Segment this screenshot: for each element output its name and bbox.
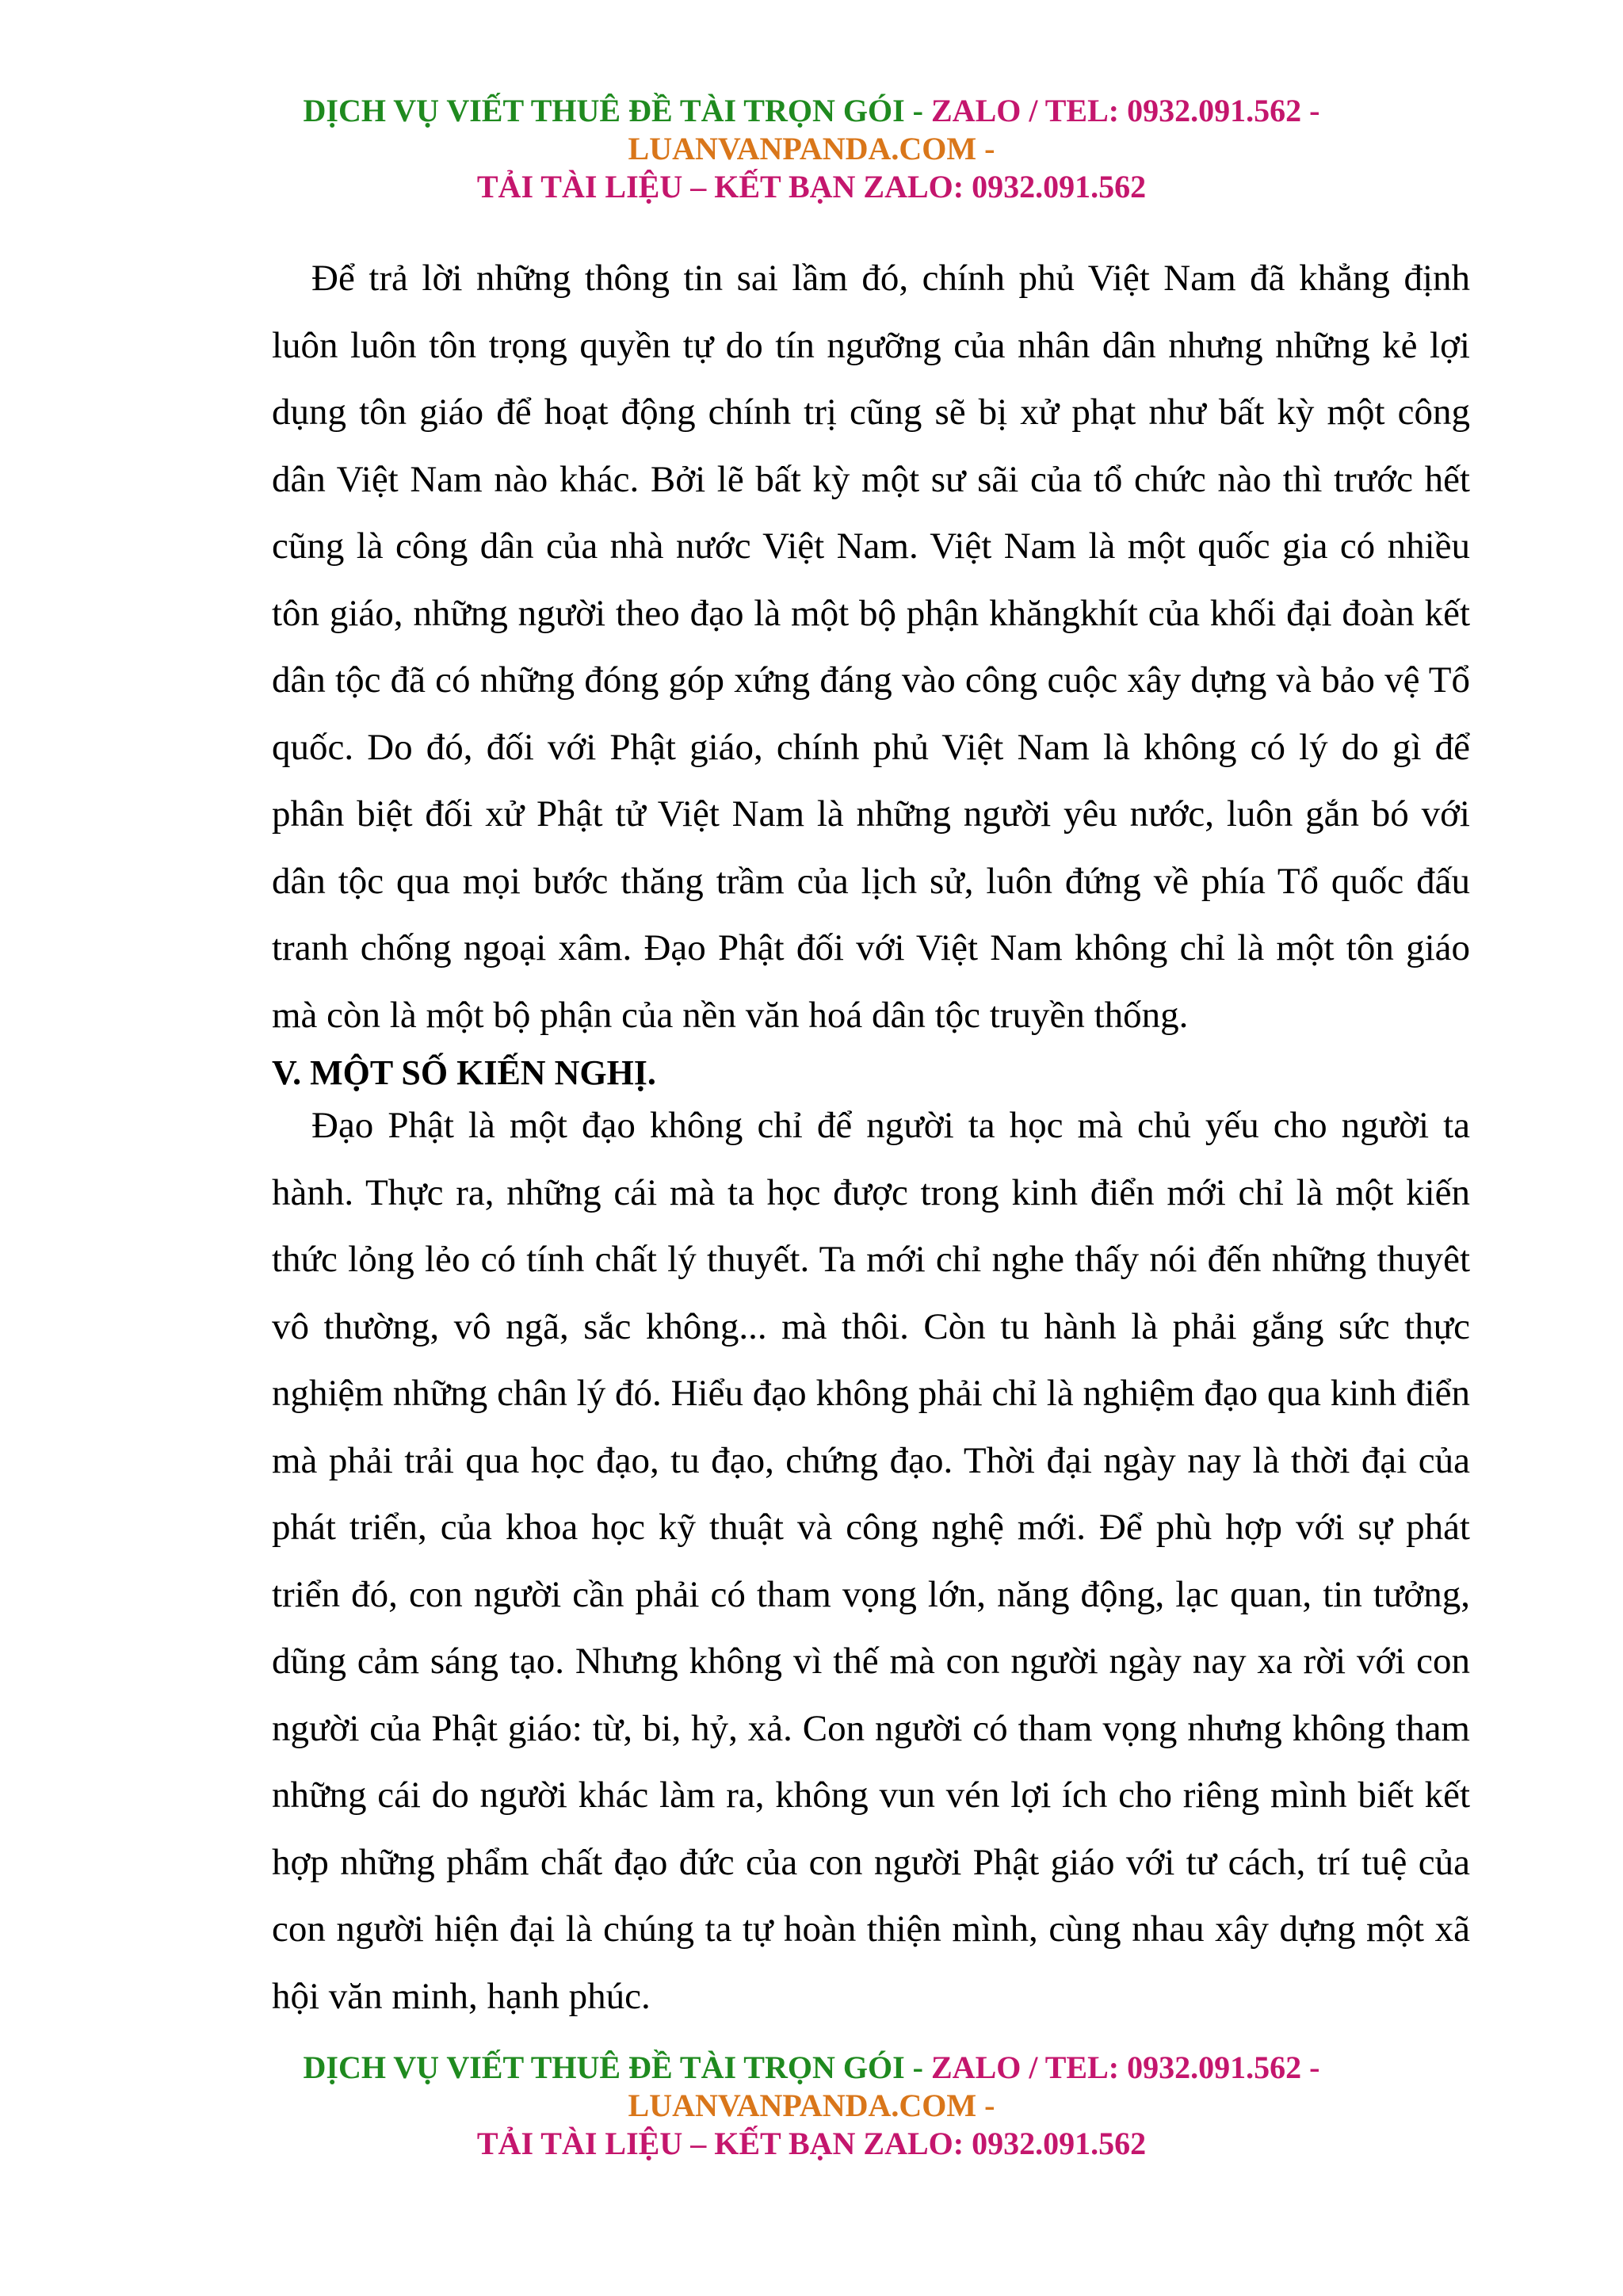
header-download-text: TẢI TÀI LIỆU – KẾT BẠN ZALO: 0932.091.562: [476, 169, 1147, 204]
header-service-text: DỊCH VỤ VIẾT THUÊ ĐỀ TÀI TRỌN GÓI -: [303, 93, 931, 128]
body-paragraph-2: [272, 1092, 1470, 2030]
footer-download-text: TẢI TÀI LIỆU – KẾT BẠN ZALO: 0932.091.562: [476, 2126, 1147, 2161]
header-website-text: LUANVANPANDA.COM -: [628, 131, 995, 166]
footer-website-text: LUANVANPANDA.COM -: [628, 2088, 995, 2123]
footer-service-text: DỊCH VỤ VIẾT THUÊ ĐỀ TÀI TRỌN GÓI -: [303, 2050, 931, 2085]
footer-contact-text: ZALO / TEL: 0932.091.562 -: [931, 2050, 1320, 2085]
header-contact-text: ZALO / TEL: 0932.091.562 -: [931, 93, 1320, 128]
footer-line-1: [0, 2049, 1623, 2087]
paragraph-text: Đạo Phật là một đạo không chỉ để người ta học mà chủ yếu cho người ta hành. Thực ra, những cái mà ta học được trong kinh điển mới chỉ là một kiến thức lỏng lẻo có tính chất lý thuyết. Ta mới chỉ nghe thấy nói đến những thuyêt vô thường, vô ngã, sắc không... mà thôi. Còn tu hành là phải gắng sức thực nghiệm những chân lý đó. Hiểu đạo không phải chỉ là nghiệm đạo qua kinh điển mà phải trải qua học đạo, tu đạo, chứng đạo. Thời đại ngày nay là thời đại của phát triển, của khoa học kỹ thuật và công nghệ mới. Để phù hợp với sự phát triển đó, con người cần phải có tham vọng lớn, năng động, lạc quan, tin tưởng, dũng cảm sáng tạo. Nhưng không vì thế mà con người ngày nay xa rời với con người của Phật giáo: từ, bi, hỷ, xả. Con người có tham vọng nhưng không tham những cái do người khác làm ra, không vun vén lợi ích cho riêng mình biết kết hợp những phẩm chất đạo đức của con người Phật giáo với tư cách, trí tuệ của con người hiện đại là chúng ta tự hoàn thiện mình, cùng nhau xây dựng một xã hội văn minh, hạnh phúc.: [272, 1105, 1470, 2017]
section-heading: V. MỘT SỐ KIẾN NGHỊ.: [272, 1053, 656, 1092]
header-banner: [0, 92, 1623, 206]
paragraph-text: Để trả lời những thông tin sai lầm đó, chính phủ Việt Nam đã khẳng định luôn luôn tôn trọng quyền tự do tín ngưỡng của nhân dân nhưng những kẻ lợi dụng tôn giáo để hoạt động chính trị cũng sẽ bị xử phạt như bất kỳ một công dân Việt Nam nào khác. Bởi lẽ bất kỳ một sư sãi của tổ chức nào thì trước hết cũng là công dân của nhà nước Việt Nam. Việt Nam là một quốc gia có nhiều tôn giáo, những người theo đạo là một bộ phận khăngkhít của khối đại đoàn kết dân tộc đã có những đóng góp xứng đáng vào công cuộc xây dựng và bảo vệ Tổ quốc. Do đó, đối với Phật giáo, chính phủ Việt Nam là không có lý do gì để phân biệt đối xử Phật tử Việt Nam là những người yêu nước, luôn gắn bó với dân tộc qua mọi bước thăng trầm của lịch sử, luôn đứng về phía Tổ quốc đấu tranh chống ngoại xâm. Đạo Phật đối với Việt Nam không chỉ là một tôn giáo mà còn là một bộ phận của nền văn hoá dân tộc truyền thống.: [272, 258, 1470, 1036]
footer-banner: [0, 2049, 1623, 2163]
body-paragraph-1: [272, 245, 1470, 1049]
header-line-1: [0, 92, 1623, 130]
